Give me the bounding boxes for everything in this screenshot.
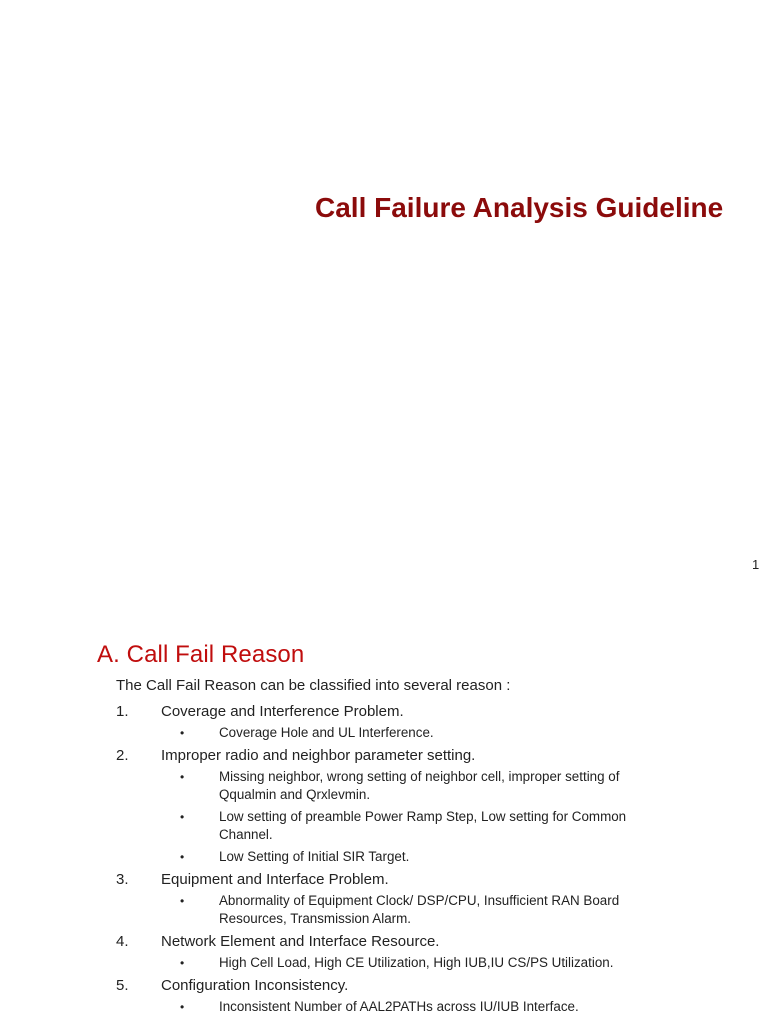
- sub-reason-item: [0, 998, 768, 1016]
- reason-item-row: [0, 932, 768, 954]
- sub-reason-text: Abnormality of Equipment Clock/ DSP/CPU, Insufficient RAN Board Resources, Transmission Alarm.: [219, 893, 620, 926]
- reason-number: 3.: [116, 871, 129, 888]
- bullet-icon: •: [180, 726, 185, 740]
- sub-reason-text: Inconsistent Number of AAL2PATHs across IU/IUB Interface.: [219, 999, 579, 1014]
- reason-item: [0, 746, 768, 866]
- sub-reason-text: Low Setting of Initial SIR Target.: [219, 849, 410, 864]
- sub-reason-item: [0, 768, 768, 804]
- bullet-icon: •: [180, 956, 185, 970]
- sub-reason-text: High Cell Load, High CE Utilization, High IUB,IU CS/PS Utilization.: [219, 955, 614, 970]
- reason-item: [0, 702, 768, 742]
- reason-number: 2.: [116, 747, 129, 764]
- sub-reason-list: [0, 892, 768, 928]
- reason-number: 5.: [116, 977, 129, 994]
- sub-reason-text: Missing neighbor, wrong setting of neighbor cell, improper setting of Qqualmin and Qrxlevmin.: [219, 769, 620, 802]
- section-heading: A. Call Fail Reason: [97, 641, 305, 668]
- sub-reason-item: [0, 808, 768, 844]
- bullet-icon: •: [180, 894, 185, 908]
- sub-reason-item: [0, 954, 768, 972]
- bullet-icon: •: [180, 1000, 185, 1014]
- reason-item-row: [0, 976, 768, 998]
- reason-item: [0, 932, 768, 972]
- sub-reason-item: [0, 848, 768, 866]
- reason-item-row: [0, 702, 768, 724]
- page-number: 1: [752, 557, 760, 572]
- reason-item-row: [0, 746, 768, 768]
- reason-text: Improper radio and neighbor parameter setting.: [161, 747, 476, 764]
- reason-text: Configuration Inconsistency.: [161, 977, 349, 994]
- sub-reason-list: [0, 954, 768, 972]
- bullet-icon: •: [180, 810, 185, 824]
- bullet-icon: •: [180, 850, 185, 864]
- slide-2: [0, 590, 768, 1024]
- reason-item: [0, 976, 768, 1016]
- reason-item-row: [0, 870, 768, 892]
- reason-text: Network Element and Interface Resource.: [161, 933, 440, 950]
- sub-reason-text: Coverage Hole and UL Interference.: [219, 725, 434, 740]
- reason-number: 4.: [116, 933, 129, 950]
- sub-reason-item: [0, 724, 768, 742]
- reason-text: Equipment and Interface Problem.: [161, 871, 389, 888]
- sub-reason-text: Low setting of preamble Power Ramp Step, Low setting for Common Channel.: [219, 809, 627, 842]
- sub-reason-list: [0, 998, 768, 1016]
- reason-list: [0, 702, 768, 1020]
- sub-reason-list: [0, 724, 768, 742]
- reason-number: 1.: [116, 703, 129, 720]
- sub-reason-list: [0, 768, 768, 866]
- bullet-icon: •: [180, 770, 185, 784]
- slide-title: Call Failure Analysis Guideline: [315, 192, 724, 223]
- reason-item: [0, 870, 768, 928]
- intro-text: The Call Fail Reason can be classified into several reason :: [116, 677, 511, 694]
- reason-text: Coverage and Interference Problem.: [161, 703, 404, 720]
- sub-reason-item: [0, 892, 768, 928]
